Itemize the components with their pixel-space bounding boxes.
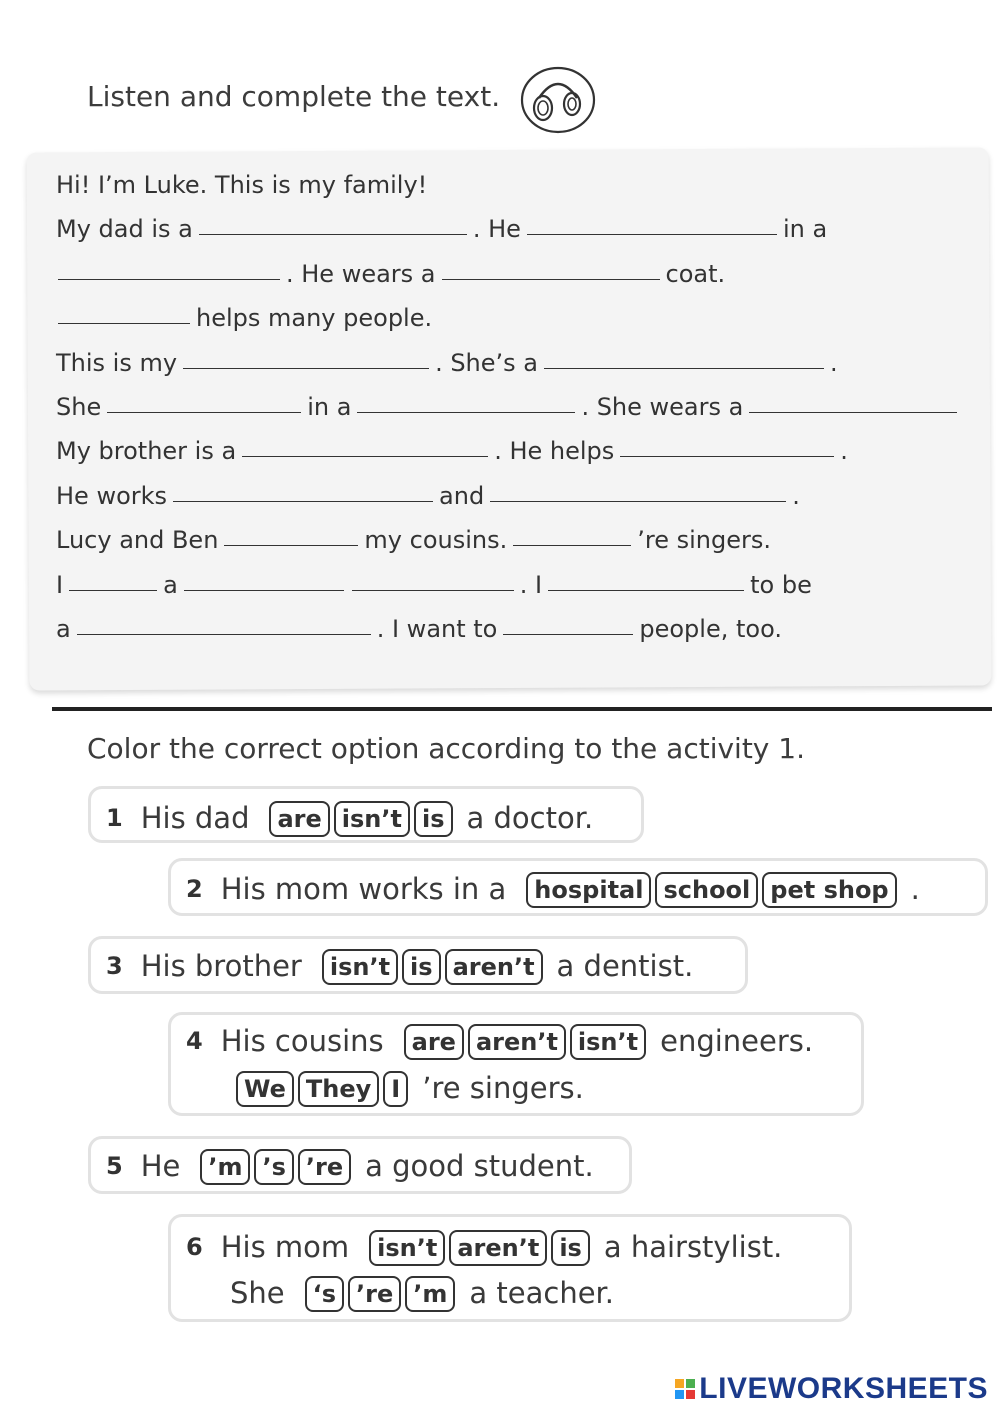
text-line	[54, 434, 850, 468]
logo-square	[675, 1390, 684, 1399]
text-segment: . He helps	[494, 437, 615, 466]
text-segment: . He wears a	[286, 259, 436, 288]
option-button[interactable]: ’m	[405, 1276, 455, 1312]
option-button[interactable]: ’s	[254, 1149, 293, 1185]
answer-input[interactable]	[490, 486, 786, 508]
option-group	[402, 1023, 648, 1060]
question-row	[186, 869, 930, 909]
question-text: His mom	[220, 1230, 350, 1264]
question-text: a teacher.	[469, 1276, 615, 1310]
question-text: His cousins	[220, 1024, 384, 1058]
option-button[interactable]: ’re	[298, 1149, 351, 1185]
text-segment: helps many people.	[196, 304, 433, 333]
option-group	[234, 1070, 410, 1107]
option-group	[198, 1148, 353, 1185]
answer-blank[interactable]	[58, 301, 190, 324]
question-text: a dentist.	[556, 949, 694, 983]
answer-input[interactable]	[224, 530, 358, 552]
answer-blank[interactable]	[442, 257, 660, 280]
answer-input[interactable]	[107, 397, 301, 419]
activity2-instruction: Color the correct option according to the activity 1.	[87, 732, 805, 765]
answer-blank[interactable]	[69, 568, 157, 591]
logo-text: LIVEWORKSHEETS	[699, 1372, 988, 1405]
answer-blank[interactable]	[357, 390, 575, 413]
text-segment: to be	[750, 570, 812, 599]
question-text: His dad	[140, 801, 250, 835]
answer-input[interactable]	[352, 575, 514, 597]
question-text: His brother	[140, 949, 302, 983]
question-text: a good student.	[365, 1149, 594, 1183]
answer-blank[interactable]	[352, 568, 514, 591]
question-text: ’re singers.	[422, 1071, 584, 1105]
question-number: 6	[186, 1233, 203, 1261]
option-button[interactable]: aren’t	[449, 1230, 547, 1266]
option-button[interactable]: are	[269, 801, 329, 837]
text-segment: I	[56, 570, 64, 599]
answer-blank[interactable]	[544, 346, 824, 369]
question-number: 4	[186, 1027, 203, 1055]
option-button[interactable]: ‘s	[305, 1276, 344, 1312]
option-button[interactable]: is	[402, 949, 441, 985]
answer-input[interactable]	[58, 308, 190, 330]
option-button[interactable]: isn’t	[369, 1230, 445, 1266]
option-button[interactable]: They	[298, 1071, 379, 1107]
text-line	[54, 346, 840, 380]
question-row	[106, 798, 603, 838]
text-line	[54, 390, 961, 424]
answer-input[interactable]	[749, 397, 957, 419]
text-segment: .	[792, 481, 800, 510]
text-line	[54, 568, 814, 602]
option-button[interactable]: isn’t	[322, 949, 398, 985]
answer-blank[interactable]	[242, 434, 488, 457]
answer-blank[interactable]	[513, 523, 631, 546]
text-segment: a	[56, 615, 71, 643]
text-segment: people, too.	[639, 615, 782, 643]
text-segment: . She wears a	[581, 393, 744, 421]
text-segment: She	[56, 393, 102, 421]
text-segment: Hi! I’m Luke. This is my family!	[56, 171, 428, 199]
answer-input[interactable]	[620, 441, 834, 463]
logo-square	[686, 1379, 695, 1388]
answer-input[interactable]	[548, 575, 744, 597]
option-button[interactable]: school	[655, 872, 758, 908]
option-button[interactable]: isn’t	[334, 801, 410, 837]
option-button[interactable]: ’m	[200, 1149, 250, 1185]
question-number: 2	[186, 875, 203, 903]
answer-input[interactable]	[184, 575, 344, 597]
option-group	[320, 948, 545, 985]
question-number: 3	[106, 952, 123, 980]
answer-input[interactable]	[58, 264, 280, 286]
logo-square	[686, 1390, 695, 1399]
answer-input[interactable]	[513, 530, 631, 552]
question-row	[226, 1273, 624, 1313]
text-segment: He works	[56, 481, 168, 510]
answer-blank[interactable]	[749, 390, 957, 413]
question-row	[106, 1146, 604, 1186]
text-segment: . She’s a	[435, 348, 538, 377]
question-text: a doctor.	[466, 801, 594, 835]
text-segment: in a	[307, 393, 352, 421]
headphones-icon	[519, 64, 597, 134]
option-button[interactable]: isn’t	[570, 1024, 646, 1060]
answer-blank[interactable]	[184, 568, 344, 591]
answer-blank[interactable]	[224, 523, 358, 546]
option-button[interactable]: hospital	[526, 872, 651, 908]
text-segment: My dad is a	[56, 215, 193, 244]
section-divider	[52, 707, 992, 711]
text-segment: . I want to	[376, 615, 498, 643]
question-number: 1	[106, 804, 123, 832]
text-segment: and	[439, 481, 485, 510]
text-line	[54, 257, 727, 291]
text-segment: coat.	[665, 259, 726, 288]
text-line	[54, 523, 773, 557]
question-row	[186, 1227, 792, 1267]
answer-blank[interactable]	[173, 479, 433, 502]
answer-input[interactable]	[503, 619, 633, 641]
answer-input[interactable]	[442, 264, 660, 286]
question-text: engineers.	[660, 1024, 814, 1058]
text-line	[54, 479, 802, 513]
option-button[interactable]: is	[551, 1230, 590, 1266]
question-text: He	[140, 1149, 181, 1183]
answer-blank[interactable]	[107, 390, 301, 413]
answer-blank[interactable]	[527, 212, 777, 235]
option-button[interactable]: ’re	[348, 1276, 401, 1312]
option-button[interactable]: is	[414, 801, 453, 837]
question-row	[226, 1068, 594, 1108]
text-segment: .	[830, 348, 838, 377]
question-row	[186, 1021, 823, 1061]
answer-blank[interactable]	[490, 479, 786, 502]
text-segment: . I	[519, 570, 543, 599]
answer-input[interactable]	[199, 219, 467, 241]
text-segment: My brother is a	[56, 437, 237, 466]
liveworksheets-logo	[675, 1372, 988, 1406]
text-segment: . He	[472, 215, 521, 244]
option-group	[303, 1275, 458, 1312]
text-segment: ’re singers.	[637, 526, 771, 555]
answer-blank[interactable]	[58, 257, 280, 280]
answer-blank[interactable]	[620, 434, 834, 457]
logo-mark-icon	[675, 1379, 695, 1399]
text-segment: a	[163, 570, 178, 599]
option-group	[367, 1229, 592, 1266]
text-segment: This is my	[56, 348, 178, 377]
answer-blank[interactable]	[183, 346, 429, 369]
text-segment: my cousins.	[364, 526, 508, 555]
question-text: His mom works in a	[220, 872, 507, 906]
option-group	[267, 800, 454, 837]
text-line	[54, 212, 829, 246]
answer-blank[interactable]	[548, 568, 744, 591]
answer-input[interactable]	[242, 441, 488, 463]
answer-input[interactable]	[69, 575, 157, 597]
question-text: a hairstylist.	[603, 1230, 783, 1264]
text-line	[54, 168, 429, 202]
answer-input[interactable]	[544, 353, 824, 375]
question-text: .	[910, 872, 920, 906]
answer-input[interactable]	[173, 486, 433, 508]
text-segment: in a	[782, 215, 828, 244]
question-row	[106, 946, 703, 986]
answer-input[interactable]	[527, 219, 777, 241]
answer-blank[interactable]	[199, 212, 467, 235]
answer-input[interactable]	[357, 397, 575, 419]
answer-input[interactable]	[183, 353, 429, 375]
option-group	[524, 871, 898, 908]
option-button[interactable]: are	[404, 1024, 464, 1060]
activity1-instruction: Listen and complete the text.	[87, 80, 501, 113]
option-button[interactable]: pet shop	[762, 872, 896, 908]
option-button[interactable]: We	[236, 1071, 294, 1107]
text-line	[54, 301, 434, 335]
text-segment: .	[840, 437, 848, 466]
question-text: She	[230, 1276, 285, 1310]
text-segment: Lucy and Ben	[56, 526, 219, 555]
option-button[interactable]: aren’t	[468, 1024, 566, 1060]
option-button[interactable]: aren’t	[445, 949, 543, 985]
answer-blank[interactable]	[503, 612, 633, 635]
answer-input[interactable]	[77, 619, 371, 641]
option-button[interactable]: I	[383, 1071, 408, 1107]
answer-blank[interactable]	[77, 612, 371, 635]
question-number: 5	[106, 1152, 123, 1180]
text-line	[54, 612, 784, 646]
logo-square	[675, 1379, 684, 1388]
